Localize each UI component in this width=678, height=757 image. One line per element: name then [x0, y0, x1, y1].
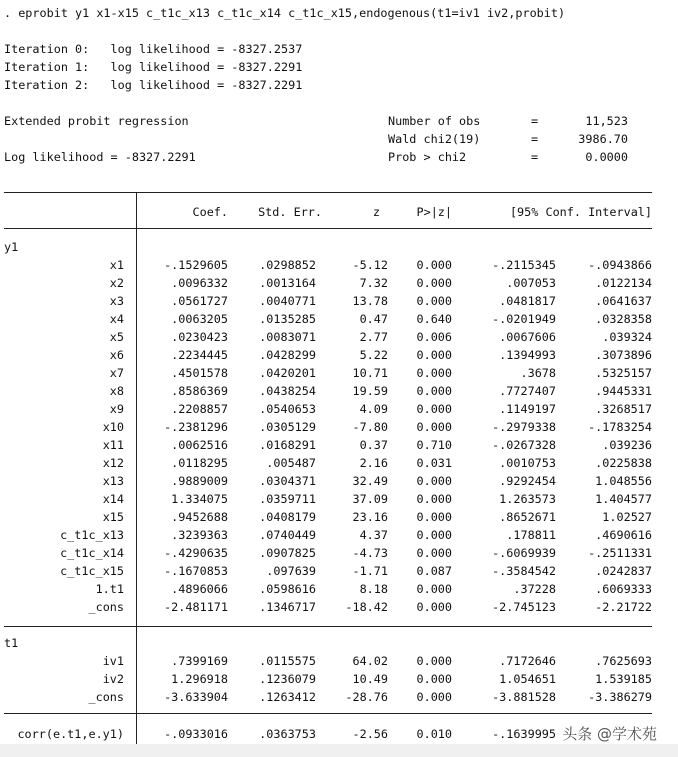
cell: 4.37	[359, 528, 388, 542]
cell: .3073896	[595, 348, 652, 362]
cell: -1.71	[352, 564, 388, 578]
cell: .0438254	[259, 384, 316, 398]
cell: 0.000	[416, 672, 452, 686]
cell: 0.000	[416, 366, 452, 380]
cell: 1.263573	[499, 492, 556, 506]
cell: .7172646	[499, 654, 556, 668]
cell: -3.386279	[588, 690, 652, 704]
cell: -.1670853	[164, 564, 228, 578]
cell: 0.000	[416, 276, 452, 290]
cell: .0063205	[171, 312, 228, 326]
cell: .0740449	[259, 528, 316, 542]
cell: -.0201949	[492, 312, 556, 326]
row-label: 1.t1	[95, 582, 124, 596]
cell: -.1783254	[588, 420, 652, 434]
cell: .0428299	[259, 348, 316, 362]
cell: .2234445	[171, 348, 228, 362]
cell: 0.640	[416, 312, 452, 326]
iteration-line: Iteration 1: log likelihood = -8327.2291	[4, 60, 303, 74]
stat-label: Wald chi2(19)	[388, 132, 481, 146]
cell: -.2979338	[492, 420, 556, 434]
stat-value: 0.0000	[585, 150, 628, 164]
cell: -.1639995	[492, 727, 556, 741]
cell: .7399169	[171, 654, 228, 668]
cell: .9292454	[499, 474, 556, 488]
section-y1: y1	[4, 240, 19, 254]
cell: .1263412	[259, 690, 316, 704]
watermark: 头条 @学术苑	[559, 723, 660, 744]
cell: .1346717	[259, 600, 316, 614]
cell: -.2115345	[492, 258, 556, 272]
cell: .0040771	[259, 294, 316, 308]
row-label: c_t1c_x13	[60, 528, 124, 542]
cell: .8652671	[499, 510, 556, 524]
cell: .9445331	[595, 384, 652, 398]
cell: .0225838	[595, 456, 652, 470]
cell: 10.71	[352, 366, 388, 380]
cell: 1.054651	[499, 672, 556, 686]
cell: 0.010	[416, 727, 452, 741]
cell: .7727407	[499, 384, 556, 398]
row-label: _cons	[88, 690, 124, 704]
cell: -3.881528	[492, 690, 556, 704]
cell: 1.539185	[595, 672, 652, 686]
cell: 0.000	[416, 420, 452, 434]
cell: .0083071	[259, 330, 316, 344]
row-label: x7	[109, 366, 124, 380]
cell: .4896066	[171, 582, 228, 596]
header-std-err: Std. Err.	[258, 205, 322, 219]
row-label: x5	[109, 330, 124, 344]
cell: .4501578	[171, 366, 228, 380]
cell: .039236	[602, 438, 652, 452]
cell: .0298852	[259, 258, 316, 272]
row-label: x11	[102, 438, 124, 452]
cell: .0010753	[499, 456, 556, 470]
cell: 0.000	[416, 348, 452, 362]
cell: .6069333	[595, 582, 652, 596]
cell: -3.633904	[164, 690, 228, 704]
stat-label: Prob > chi2	[388, 150, 467, 164]
cell: 0.000	[416, 546, 452, 560]
cell: -2.481171	[164, 600, 228, 614]
cell: .005487	[266, 456, 316, 470]
row-label: x1	[109, 258, 124, 272]
cell: -.0267328	[492, 438, 556, 452]
cell: 0.000	[416, 654, 452, 668]
header-coef: Coef.	[192, 205, 228, 219]
cell: -.0943866	[588, 258, 652, 272]
cell: .0540653	[259, 402, 316, 416]
cell: 10.49	[352, 672, 388, 686]
model-title: Extended probit regression	[4, 114, 189, 128]
cell: 1.02527	[602, 510, 652, 524]
cell: 0.000	[416, 600, 452, 614]
row-label: c_t1c_x14	[60, 546, 124, 560]
cell: .0408179	[259, 510, 316, 524]
cell: -.3584542	[492, 564, 556, 578]
cell: -.2381296	[164, 420, 228, 434]
cell: -.1529605	[164, 258, 228, 272]
cell: .0118295	[171, 456, 228, 470]
row-label: iv1	[102, 654, 124, 668]
cell: 1.048556	[595, 474, 652, 488]
row-label: iv2	[102, 672, 124, 686]
cell: .3239363	[171, 528, 228, 542]
stat-equals: =	[531, 150, 539, 164]
cell: 0.000	[416, 510, 452, 524]
header-conf-interval: [95% Conf. Interval]	[509, 205, 652, 219]
cell: 0.710	[416, 438, 452, 452]
log-likelihood: Log likelihood = -8327.2291	[4, 150, 196, 164]
cell: .0641637	[595, 294, 652, 308]
row-label: c_t1c_x15	[60, 564, 124, 578]
cell: 0.000	[416, 690, 452, 704]
cell: .1236079	[259, 672, 316, 686]
cell: .5325157	[595, 366, 652, 380]
cell: .039324	[602, 330, 652, 344]
stat-equals: =	[531, 132, 539, 146]
bottom-band	[0, 744, 678, 757]
row-label: x12	[102, 456, 124, 470]
cell: 0.000	[416, 492, 452, 506]
cell: .3678	[520, 366, 556, 380]
cell: 64.02	[352, 654, 388, 668]
cell: 1.334075	[171, 492, 228, 506]
stat-equals: =	[531, 114, 539, 128]
section-t1: t1	[4, 636, 19, 650]
cell: 7.32	[359, 276, 388, 290]
cell: 0.006	[416, 330, 452, 344]
row-label: x6	[109, 348, 124, 362]
cell: -7.80	[352, 420, 388, 434]
row-label: x4	[109, 312, 124, 326]
cell: .4690616	[595, 528, 652, 542]
cell: 13.78	[352, 294, 388, 308]
cell: .0013164	[259, 276, 316, 290]
cell: 8.18	[359, 582, 388, 596]
cell: 0.031	[416, 456, 452, 470]
cell: .0359711	[259, 492, 316, 506]
cell: 0.000	[416, 294, 452, 308]
row-label: x13	[102, 474, 124, 488]
cell: 0.000	[416, 384, 452, 398]
row-label: x14	[102, 492, 124, 506]
cell: .097639	[266, 564, 316, 578]
cell: 2.16	[359, 456, 388, 470]
cell: -.2511331	[588, 546, 652, 560]
cell: 37.09	[352, 492, 388, 506]
command-line: . eprobit y1 x1-x15 c_t1c_x13 c_t1c_x14 c_t1c_x15,endogenous(t1=iv1 iv2,probit)	[4, 6, 566, 20]
row-label: x10	[102, 420, 124, 434]
rule-corr	[4, 713, 652, 714]
cell: 0.000	[416, 402, 452, 416]
row-label: x3	[109, 294, 124, 308]
cell: 0.37	[359, 438, 388, 452]
cell: .0561727	[171, 294, 228, 308]
header-p: P>|z|	[416, 205, 452, 219]
cell: -.0933016	[164, 727, 228, 741]
cell: .8586369	[171, 384, 228, 398]
row-label: _cons	[88, 600, 124, 614]
cell: .0122134	[595, 276, 652, 290]
cell: .0420201	[259, 366, 316, 380]
rule-top	[4, 192, 652, 193]
cell: 0.47	[359, 312, 388, 326]
cell: .1394993	[499, 348, 556, 362]
cell: .0481817	[499, 294, 556, 308]
cell: -2.745123	[492, 600, 556, 614]
cell: .0115575	[259, 654, 316, 668]
cell: 2.77	[359, 330, 388, 344]
cell: .0062516	[171, 438, 228, 452]
cell: 32.49	[352, 474, 388, 488]
cell: 0.087	[416, 564, 452, 578]
rule-header	[4, 228, 652, 229]
cell: .0363753	[259, 727, 316, 741]
cell: -28.76	[345, 690, 388, 704]
cell: 23.16	[352, 510, 388, 524]
cell: 4.09	[359, 402, 388, 416]
row-label: x2	[109, 276, 124, 290]
cell: 0.000	[416, 258, 452, 272]
cell: -.6069939	[492, 546, 556, 560]
stat-label: Number of obs	[388, 114, 481, 128]
cell: 19.59	[352, 384, 388, 398]
cell: -.4290635	[164, 546, 228, 560]
cell: .3268517	[595, 402, 652, 416]
cell: .0907825	[259, 546, 316, 560]
cell: .0328358	[595, 312, 652, 326]
header-z: z	[372, 205, 380, 219]
cell: .9889009	[171, 474, 228, 488]
cell: .007053	[506, 276, 556, 290]
cell: 1.404577	[595, 492, 652, 506]
cell: .1149197	[499, 402, 556, 416]
cell: 0.000	[416, 582, 452, 596]
cell: -18.42	[345, 600, 388, 614]
iteration-line: Iteration 0: log likelihood = -8327.2537	[4, 42, 303, 56]
row-label: x9	[109, 402, 124, 416]
cell: .0135285	[259, 312, 316, 326]
cell: -5.12	[352, 258, 388, 272]
cell: -2.21722	[595, 600, 652, 614]
cell: .2208857	[171, 402, 228, 416]
cell: .0067606	[499, 330, 556, 344]
cell: .0230423	[171, 330, 228, 344]
row-label: corr(e.t1,e.y1)	[17, 727, 124, 741]
rule-section	[4, 626, 652, 627]
cell: 1.296918	[171, 672, 228, 686]
iteration-line: Iteration 2: log likelihood = -8327.2291	[4, 78, 303, 92]
row-label: x15	[102, 510, 124, 524]
cell: 0.000	[416, 528, 452, 542]
cell: .0168291	[259, 438, 316, 452]
stat-value: 11,523	[585, 114, 628, 128]
row-label: x8	[109, 384, 124, 398]
cell: -2.56	[352, 727, 388, 741]
stat-value: 3986.70	[578, 132, 628, 146]
cell: .0096332	[171, 276, 228, 290]
cell: .7625693	[595, 654, 652, 668]
cell: .0598616	[259, 582, 316, 596]
cell: -4.73	[352, 546, 388, 560]
cell: .0242837	[595, 564, 652, 578]
cell: .178811	[506, 528, 556, 542]
cell: .37228	[513, 582, 556, 596]
cell: .0304371	[259, 474, 316, 488]
cell: 0.000	[416, 474, 452, 488]
cell: 5.22	[359, 348, 388, 362]
cell: .0305129	[259, 420, 316, 434]
cell: .9452688	[171, 510, 228, 524]
